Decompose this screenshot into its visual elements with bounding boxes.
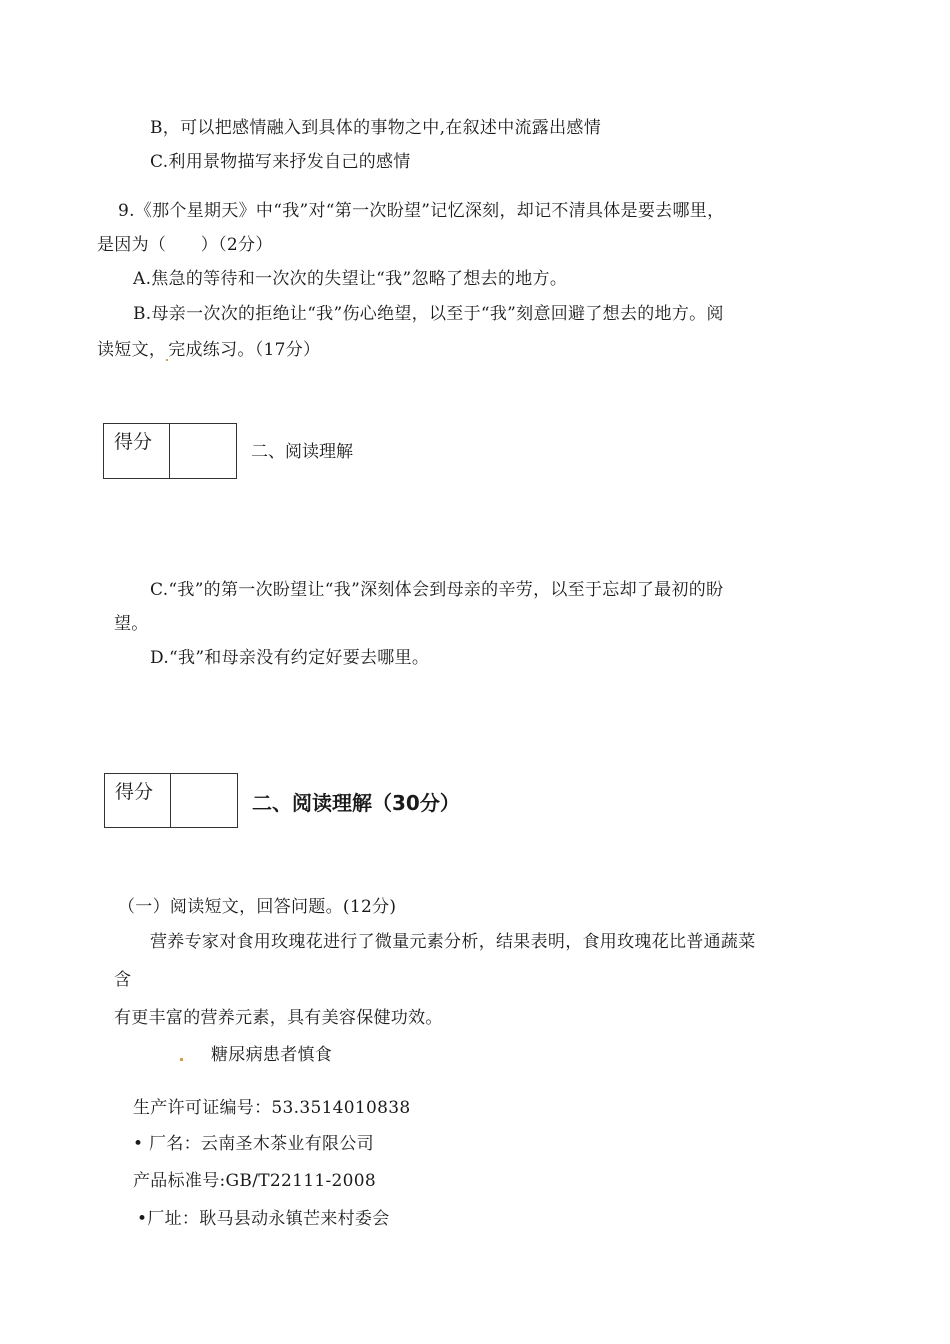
passage-line-1: 营养专家对食用玫瑰花进行了微量元素分析，结果表明，食用玫瑰花比普通蔬菜 bbox=[150, 932, 756, 952]
passage-line-2: 含 bbox=[114, 970, 132, 990]
score-label: 得分 bbox=[105, 774, 171, 827]
question-9-option-a: A.焦急的等待和一次次的失望让“我”忽略了想去的地方。 bbox=[133, 269, 568, 289]
passage-line-3: 有更丰富的营养元素，具有美容保健功效。 bbox=[114, 1008, 443, 1028]
product-warning: 糖尿病患者慎食 bbox=[211, 1045, 333, 1065]
question-9-option-b: B.母亲一次次的拒绝让“我”伤心绝望，以至于“我”刻意回避了想去的地方。阅 bbox=[133, 304, 724, 324]
product-license: 生产许可证编号：53.3514010838 bbox=[133, 1098, 411, 1118]
option-b-top: B，可以把感情融入到具体的事物之中,在叙述中流露出感情 bbox=[150, 118, 601, 138]
question-9-option-c-cont: 望。 bbox=[114, 614, 149, 634]
score-blank-cell[interactable] bbox=[170, 424, 236, 478]
question-9-option-c: C.“我”的第一次盼望让“我”深刻体会到母亲的辛劳，以至于忘却了最初的盼 bbox=[150, 580, 724, 600]
option-b-cont-part2: 完成练习。（17分） bbox=[168, 340, 321, 360]
product-address: •厂址：耿马县动永镇芒来村委会 bbox=[137, 1209, 390, 1229]
question-9-stem-cont: 是因为（ ）（2分） bbox=[97, 235, 273, 255]
reading-part-title: （一）阅读短文，回答问题。(12分) bbox=[118, 897, 397, 917]
product-standard: 产品标准号:GB/T22111-2008 bbox=[133, 1171, 376, 1191]
question-9-option-b-cont bbox=[97, 339, 320, 361]
question-9-stem: 9.《那个星期天》中“我”对“第一次盼望”记忆深刻，却记不清具体是要去哪里， bbox=[118, 201, 725, 221]
option-c-top: C.利用景物描写来抒发自己的感情 bbox=[150, 152, 411, 172]
option-b-cont-part1: 读短文， bbox=[97, 340, 167, 360]
section-title-reading-small: 二、阅读理解 bbox=[251, 442, 353, 462]
stray-mark bbox=[180, 1058, 183, 1061]
score-label: 得分 bbox=[104, 424, 170, 478]
question-9-option-d: D.“我”和母亲没有约定好要去哪里。 bbox=[150, 648, 430, 668]
section-title-reading: 二、阅读理解（30分） bbox=[252, 791, 460, 815]
score-box-2 bbox=[104, 773, 238, 828]
score-box-1 bbox=[103, 423, 237, 479]
product-factory-name: • 厂名：云南圣木茶业有限公司 bbox=[133, 1134, 374, 1154]
score-blank-cell[interactable] bbox=[171, 774, 237, 827]
